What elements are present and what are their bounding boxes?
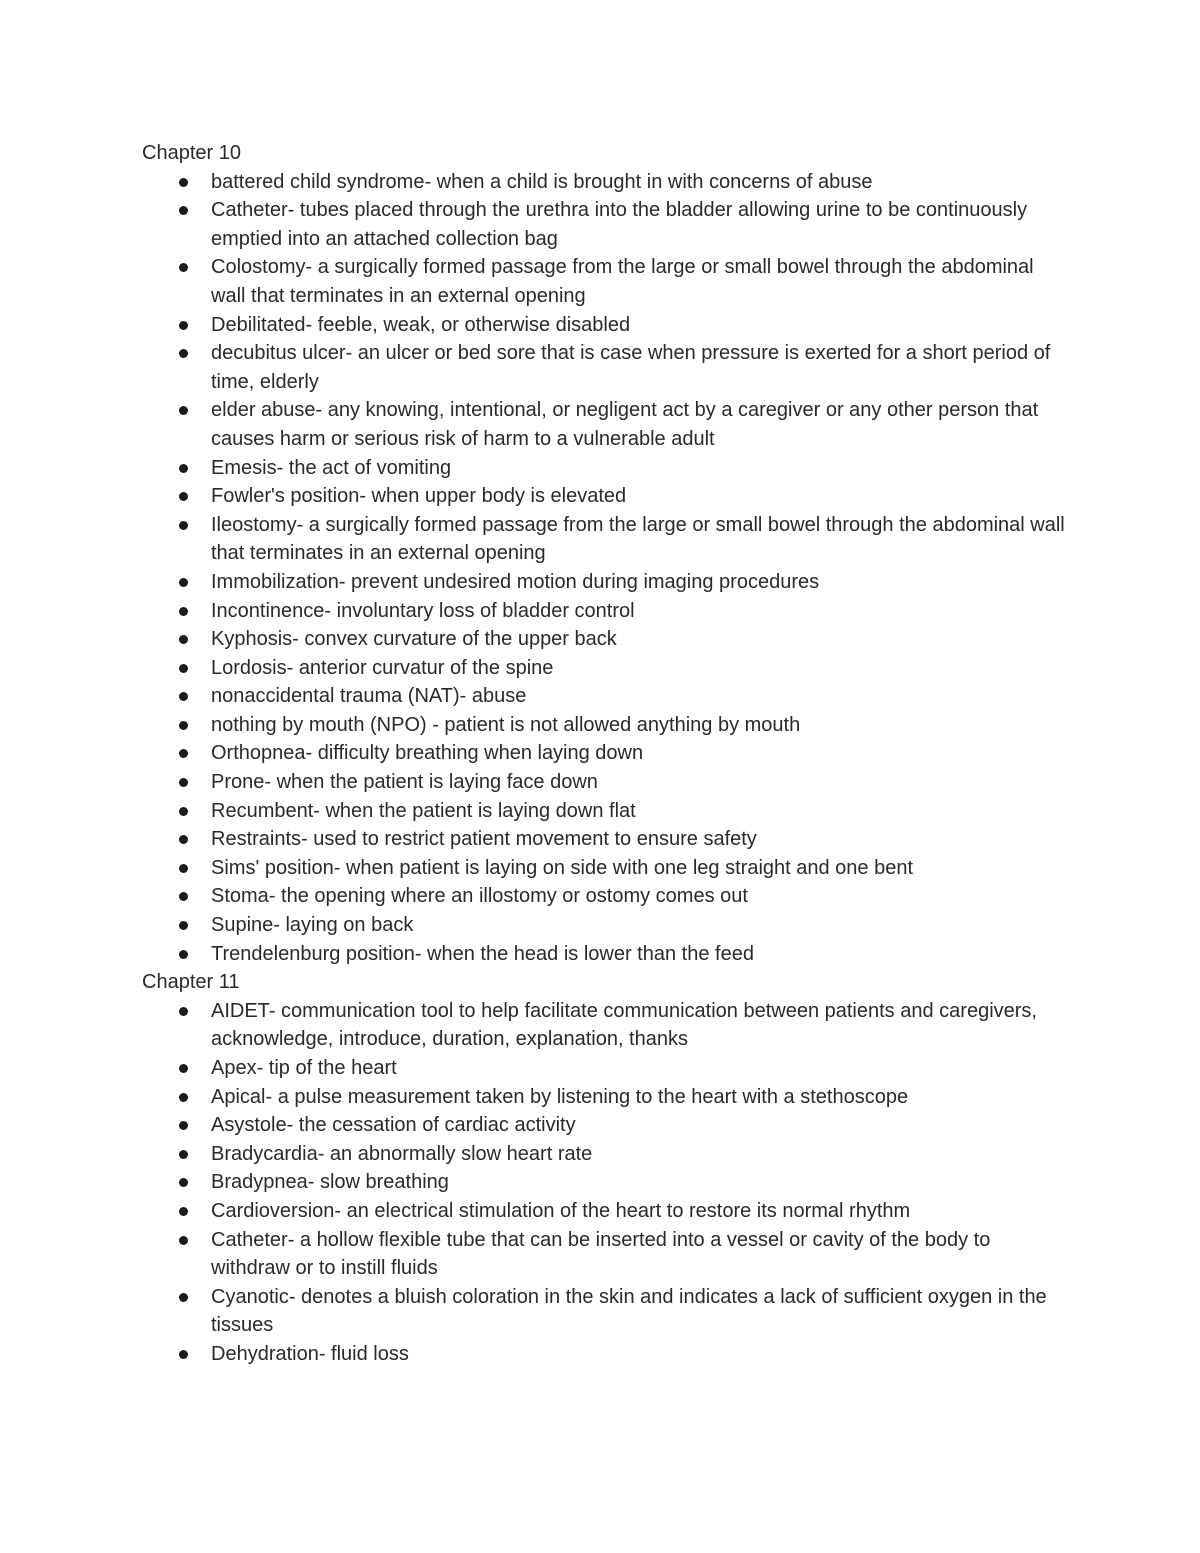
bullet-icon bbox=[179, 578, 188, 587]
term-text: Lordosis- anterior curvatur of the spine bbox=[211, 656, 554, 679]
list-item bbox=[142, 825, 1072, 854]
list-item bbox=[142, 882, 1072, 911]
list-item bbox=[142, 654, 1072, 683]
bullet-icon bbox=[179, 464, 188, 473]
term-text: Restraints- used to restrict patient movement to ensure safety bbox=[211, 828, 757, 851]
list-item bbox=[142, 396, 1072, 453]
list-item bbox=[142, 168, 1072, 197]
term-text: Supine- laying on back bbox=[211, 914, 414, 937]
list-item bbox=[142, 1197, 1072, 1226]
term-text: elder abuse- any knowing, intentional, or negligent act by a caregiver or any other person that causes harm or serious risk of harm to a vulnerable adult bbox=[211, 399, 1039, 450]
bullet-icon bbox=[179, 178, 188, 187]
term-text: Catheter- tubes placed through the urethra into the bladder allowing urine to be continuously emptied into an attached collection bag bbox=[211, 199, 1028, 250]
list-item bbox=[142, 1111, 1072, 1140]
list-item bbox=[142, 854, 1072, 883]
list-item bbox=[142, 1140, 1072, 1169]
term-text: Immobilization- prevent undesired motion during imaging procedures bbox=[211, 570, 820, 593]
list-item bbox=[142, 1283, 1072, 1340]
list-item bbox=[142, 625, 1072, 654]
bullet-icon bbox=[179, 807, 188, 816]
bullet-icon bbox=[179, 206, 188, 215]
list-item bbox=[142, 1226, 1072, 1283]
term-text: Prone- when the patient is laying face down bbox=[211, 771, 598, 794]
bullet-icon bbox=[179, 721, 188, 730]
term-text: Emesis- the act of vomiting bbox=[211, 456, 452, 479]
term-text: Ileostomy- a surgically formed passage from the large or small bowel through the abdominal wall that terminates in an external opening bbox=[211, 513, 1065, 565]
list-item bbox=[142, 682, 1072, 711]
bullet-icon bbox=[179, 1093, 188, 1102]
bullet-icon bbox=[179, 321, 188, 330]
bullet-icon bbox=[179, 1121, 188, 1130]
term-text: Orthopnea- difficulty breathing when laying down bbox=[211, 742, 644, 765]
term-text: battered child syndrome- when a child is brought in with concerns of abuse bbox=[211, 170, 873, 193]
chapter-heading: Chapter 10 bbox=[142, 142, 241, 164]
list-item bbox=[142, 253, 1072, 310]
list-item bbox=[142, 511, 1072, 568]
term-text: nothing by mouth (NPO) - patient is not allowed anything by mouth bbox=[211, 713, 801, 736]
bullet-icon bbox=[179, 349, 188, 358]
list-item bbox=[142, 739, 1072, 768]
bullet-icon bbox=[179, 521, 188, 530]
bullet-icon bbox=[179, 892, 188, 901]
bullet-icon bbox=[179, 664, 188, 673]
term-text: Colostomy- a surgically formed passage from the large or small bowel through the abdominal wall that terminates in an external opening bbox=[211, 256, 1034, 307]
term-text: Dehydration- fluid loss bbox=[211, 1342, 409, 1365]
term-text: Incontinence- involuntary loss of bladder control bbox=[211, 599, 635, 622]
list-item bbox=[142, 797, 1072, 826]
term-text: Kyphosis- convex curvature of the upper back bbox=[211, 628, 617, 651]
term-text: Sims' position- when patient is laying on side with one leg straight and one bent bbox=[211, 856, 914, 879]
bullet-icon bbox=[179, 1293, 188, 1302]
bullet-icon bbox=[179, 950, 188, 959]
chapter-heading: Chapter 11 bbox=[142, 971, 240, 994]
term-text: Bradypnea- slow breathing bbox=[211, 1171, 449, 1194]
list-item bbox=[142, 454, 1072, 483]
list-item bbox=[142, 997, 1072, 1054]
list-item bbox=[142, 1054, 1072, 1083]
list-item bbox=[142, 711, 1072, 740]
bullet-icon bbox=[179, 1150, 188, 1159]
list-item bbox=[142, 940, 1072, 969]
bullet-icon bbox=[179, 921, 188, 930]
bullet-icon bbox=[179, 1350, 188, 1359]
bullet-icon bbox=[179, 1007, 188, 1016]
bullet-icon bbox=[179, 778, 188, 787]
term-text: Apex- tip of the heart bbox=[211, 1057, 397, 1079]
term-text: Cardioversion- an electrical stimulation of the heart to restore its normal rhythm bbox=[211, 1199, 911, 1222]
term-text: Apical- a pulse measurement taken by listening to the heart with a stethoscope bbox=[211, 1085, 909, 1108]
list-item bbox=[142, 597, 1072, 626]
term-text: Bradycardia- an abnormally slow heart rate bbox=[211, 1142, 593, 1165]
list-item bbox=[142, 482, 1072, 511]
list-item bbox=[142, 196, 1072, 253]
list-item bbox=[142, 768, 1072, 797]
list-item bbox=[142, 311, 1072, 340]
bullet-icon bbox=[179, 835, 188, 844]
term-list bbox=[142, 168, 1072, 969]
document-page bbox=[142, 139, 1072, 1369]
term-text: Trendelenburg position- when the head is lower than the feed bbox=[211, 942, 754, 965]
term-text: Fowler's position- when upper body is elevated bbox=[211, 485, 627, 508]
list-item bbox=[142, 568, 1072, 597]
chapter-section bbox=[142, 968, 1072, 1368]
bullet-icon bbox=[179, 1207, 188, 1216]
term-text: nonaccidental trauma (NAT)- abuse bbox=[211, 685, 527, 708]
term-text: AIDET- communication tool to help facilitate communication between patients and caregivers, acknowledge, introduce, duration, explanation, thanks bbox=[211, 999, 1037, 1051]
list-item bbox=[142, 1168, 1072, 1197]
term-text: Asystole- the cessation of cardiac activity bbox=[211, 1114, 576, 1137]
bullet-icon bbox=[179, 749, 188, 758]
term-text: Debilitated- feeble, weak, or otherwise disabled bbox=[211, 313, 631, 336]
bullet-icon bbox=[179, 1236, 188, 1245]
list-item bbox=[142, 1340, 1072, 1369]
list-item bbox=[142, 911, 1072, 940]
bullet-icon bbox=[179, 1178, 188, 1187]
term-list bbox=[142, 997, 1072, 1369]
bullet-icon bbox=[179, 607, 188, 616]
chapter-section bbox=[142, 139, 1072, 968]
term-text: Cyanotic- denotes a bluish coloration in the skin and indicates a lack of sufficient oxygen in the tissues bbox=[211, 1285, 1047, 1337]
bullet-icon bbox=[179, 492, 188, 501]
bullet-icon bbox=[179, 692, 188, 701]
list-item bbox=[142, 339, 1072, 396]
bullet-icon bbox=[179, 635, 188, 644]
bullet-icon bbox=[179, 263, 188, 272]
term-text: Catheter- a hollow flexible tube that can be inserted into a vessel or cavity of the body to withdraw or to instill fluids bbox=[211, 1228, 991, 1280]
term-text: Recumbent- when the patient is laying down flat bbox=[211, 799, 636, 822]
list-item bbox=[142, 1083, 1072, 1112]
bullet-icon bbox=[179, 1064, 188, 1073]
bullet-icon bbox=[179, 864, 188, 873]
term-text: Stoma- the opening where an illostomy or ostomy comes out bbox=[211, 885, 748, 908]
bullet-icon bbox=[179, 406, 188, 415]
term-text: decubitus ulcer- an ulcer or bed sore that is case when pressure is exerted for a short period of time, elderly bbox=[211, 342, 1051, 393]
